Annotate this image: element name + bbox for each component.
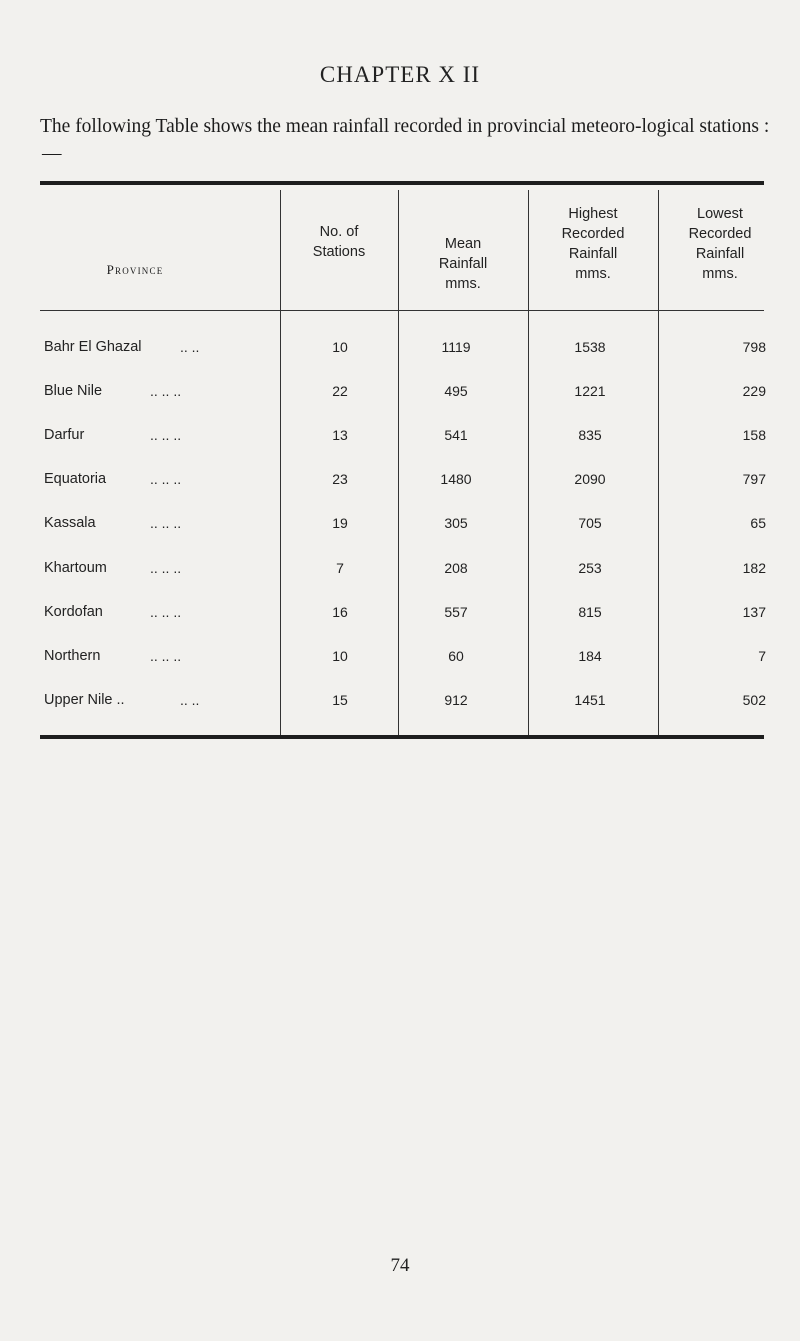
lowest-rainfall-cell: 158	[742, 427, 766, 443]
mean-rainfall-cell: 60	[448, 648, 464, 664]
stations-cell: 10	[332, 648, 348, 664]
highest-rainfall-cell: 835	[578, 427, 602, 443]
header-province: Province	[106, 262, 164, 277]
stations-cell: 23	[332, 471, 348, 487]
stations-cell: 16	[332, 604, 348, 620]
header-highest	[530, 204, 656, 284]
header-stations-line: Stations	[312, 244, 366, 260]
table-row	[0, 339, 800, 369]
leader-dots: .. ..	[180, 692, 200, 708]
header-stations-line: No. of	[319, 224, 359, 240]
mean-rainfall-cell: 208	[444, 560, 468, 576]
highest-rainfall-cell: 1538	[574, 339, 606, 355]
lowest-rainfall-cell: 229	[742, 383, 766, 399]
province-cell: Northern	[44, 648, 101, 664]
province-cell: Bahr El Ghazal	[44, 339, 142, 355]
stations-cell: 7	[336, 560, 344, 576]
header-lowest-line: Lowest	[697, 206, 743, 222]
header-highest-line: mms.	[575, 266, 611, 282]
table-row	[0, 604, 800, 634]
table-row	[0, 427, 800, 457]
lowest-rainfall-cell: 798	[742, 339, 766, 355]
province-cell: Blue Nile	[44, 383, 103, 399]
mean-rainfall-cell: 1480	[440, 471, 472, 487]
highest-rainfall-cell: 815	[578, 604, 602, 620]
highest-rainfall-cell: 1221	[574, 383, 606, 399]
leader-dots: .. .. ..	[150, 648, 182, 664]
province-cell: Equatoria	[44, 471, 107, 487]
mean-rainfall-cell: 305	[444, 515, 468, 531]
header-mean-line: Mean	[444, 236, 482, 252]
header-mean-line: mms.	[445, 276, 481, 292]
leader-dots: .. .. ..	[150, 515, 182, 531]
leader-dots: .. .. ..	[150, 383, 182, 399]
mean-rainfall-cell: 912	[444, 692, 468, 708]
mean-rainfall-cell: 1119	[441, 339, 471, 355]
lowest-rainfall-cell: 182	[742, 560, 766, 576]
chapter-title: CHAPTER X II	[319, 62, 481, 87]
highest-rainfall-cell: 705	[578, 515, 602, 531]
lowest-rainfall-cell: 65	[750, 515, 766, 531]
lowest-rainfall-cell: 137	[742, 604, 766, 620]
mean-rainfall-cell: 495	[444, 383, 468, 399]
header-lowest-line: Recorded	[688, 226, 752, 242]
table-row	[0, 648, 800, 678]
stations-cell: 15	[332, 692, 348, 708]
table-row	[0, 515, 800, 545]
header-lowest-line: mms.	[702, 266, 738, 282]
table-bottom-rule	[40, 735, 764, 739]
table-row	[0, 560, 800, 590]
leader-dots: .. .. ..	[150, 560, 182, 576]
table-top-rule	[40, 181, 764, 185]
header-mean	[400, 234, 526, 294]
lowest-rainfall-cell: 502	[742, 692, 766, 708]
table-header-rule	[40, 310, 764, 311]
highest-rainfall-cell: 1451	[574, 692, 606, 708]
header-highest-line: Rainfall	[568, 246, 618, 262]
stations-cell: 13	[332, 427, 348, 443]
leader-dots: .. .. ..	[150, 604, 182, 620]
leader-dots: .. .. ..	[150, 427, 182, 443]
table-row	[0, 471, 800, 501]
mean-rainfall-cell: 557	[444, 604, 468, 620]
province-cell: Kassala	[44, 515, 96, 531]
header-highest-line: Highest	[568, 206, 618, 222]
header-lowest-line: Rainfall	[695, 246, 745, 262]
lowest-rainfall-cell: 7	[758, 648, 766, 664]
stations-cell: 22	[332, 383, 348, 399]
header-highest-line: Recorded	[561, 226, 625, 242]
stations-cell: 19	[332, 515, 348, 531]
lowest-rainfall-cell: 797	[742, 471, 766, 487]
table-row	[0, 383, 800, 413]
header-stations	[282, 222, 396, 262]
header-mean-line: Rainfall	[438, 256, 488, 272]
leader-dots: .. ..	[180, 339, 200, 355]
province-cell: Darfur	[44, 427, 85, 443]
leader-dots: .. .. ..	[150, 471, 182, 487]
header-lowest	[660, 204, 780, 284]
highest-rainfall-cell: 184	[578, 648, 602, 664]
province-cell: Khartoum	[44, 560, 107, 576]
province-cell: Kordofan	[44, 604, 103, 620]
province-cell: Upper Nile ..	[44, 692, 125, 708]
stations-cell: 10	[332, 339, 348, 355]
intro-paragraph: The following Table shows the mean rainfall recorded in provincial meteoro-logical stations :—	[40, 116, 770, 164]
highest-rainfall-cell: 2090	[574, 471, 606, 487]
highest-rainfall-cell: 253	[578, 560, 602, 576]
mean-rainfall-cell: 541	[444, 427, 468, 443]
table-row	[0, 692, 800, 722]
page-number: 74	[390, 1255, 410, 1276]
